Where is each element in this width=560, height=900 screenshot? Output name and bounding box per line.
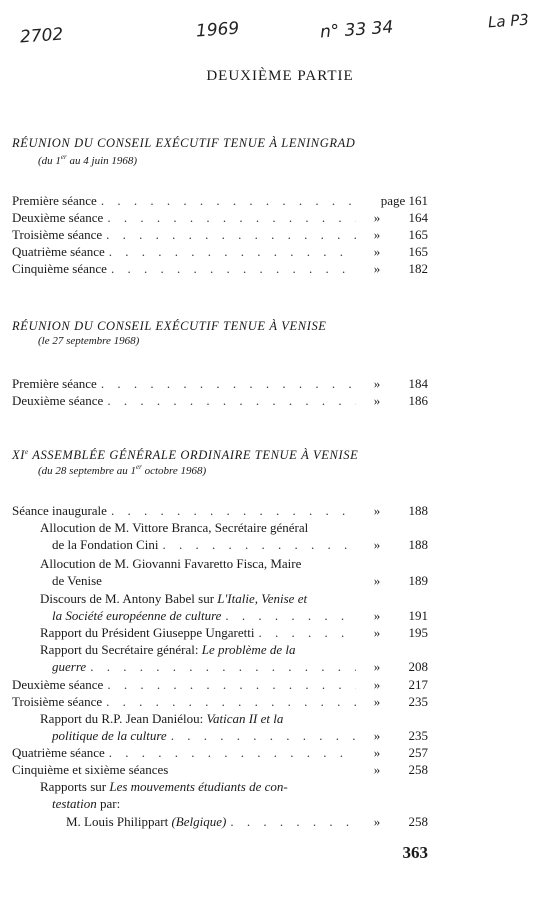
toc-entry[interactable] [52,536,428,553]
entry-label: Quatrième séance [12,745,105,760]
ditto-mark: » [373,227,381,242]
entry-label-line2: de la Fondation Cini [52,537,159,552]
entry-page: 164 [408,210,428,225]
ditto-mark: » [373,659,381,674]
entry-label-line2: la Société européenne de culture [52,608,222,623]
handwritten-code: 2702 [19,24,64,48]
entry-label-line1-roman: Rapports sur [40,779,110,794]
entry-label-line2: guerre [52,659,87,674]
dot-leader [101,375,356,392]
toc-entry[interactable] [52,658,428,675]
ditto-mark: » [373,677,381,692]
section-subtitle-assemblee: (du 28 septembre au 1er octobre 1968) [38,463,207,477]
toc-entry[interactable] [12,693,428,710]
ditto-mark: » [373,537,381,552]
entry-page: 189 [408,573,428,588]
toc-entry[interactable] [40,624,428,641]
entry-label-line1-roman: Rapport du Secrétaire général: [40,642,202,657]
entry-label-line1-roman: Discours de M. Antony Babel sur [40,591,218,606]
entry-label-line1: Allocution de M. Vittore Branca, Secrétaire général [40,520,309,535]
toc-entry[interactable] [66,813,428,830]
entry-label-line1 [40,590,307,607]
entry-label-line1 [40,641,295,658]
entry-page: 165 [408,227,428,242]
entry-label-line1 [40,710,283,727]
entry-label-line1-italic: Les mouvements étudiants de con- [109,779,288,794]
toc-entry[interactable] [12,192,428,209]
entry-label-line1-italic: L'Italie, Venise et [217,591,308,606]
toc-entry[interactable] [12,676,428,693]
ditto-mark: » [373,814,381,829]
entry-page: page 161 [380,193,428,208]
entry-label-line1: Allocution de M. Giovanni Favaretto Fisca, Maire [40,556,302,571]
ditto-mark: » [373,376,381,391]
entry-label: Première séance [12,376,97,391]
dot-leader [225,607,356,624]
ditto-mark: » [373,728,381,743]
entry-page: 184 [408,376,428,391]
part-title: DEUXIÈME PARTIE [206,68,354,84]
section-title-venise-conseil: RÉUNION DU CONSEIL EXÉCUTIF TENUE À VENISE [12,319,327,333]
entry-label-line1-italic: Vatican II et la [206,711,284,726]
entry-page: 195 [408,625,428,640]
entry-page: 165 [408,244,428,259]
entry-page: 217 [408,677,428,692]
entry-label-line2: politique de la culture [52,728,167,743]
entry-label: Deuxième séance [12,677,104,692]
entry-page: 235 [408,728,428,743]
toc-entry[interactable] [52,727,428,744]
dot-leader [258,624,356,641]
ditto-mark: » [373,762,381,777]
entry-label: Séance inaugurale [12,503,107,518]
entry-label: Deuxième séance [12,393,104,408]
entry-label-line2: de Venise [52,573,102,588]
handwritten-year: 1969 [195,18,240,42]
toc-entry[interactable] [12,392,428,409]
entry-page: 257 [408,745,428,760]
entry-label: Cinquième séance [12,261,107,276]
entry-label: Troisième séance [12,694,103,709]
section-subtitle-venise-conseil: (le 27 septembre 1968) [38,335,140,347]
dot-leader [171,727,356,744]
handwritten-initials: La P3 [487,10,530,32]
entry-page: 186 [408,393,428,408]
dot-leader [230,813,356,830]
dot-leader [111,260,356,277]
entry-label: Deuxième séance [12,210,104,225]
section-title-leningrad: RÉUNION DU CONSEIL EXÉCUTIF TENUE À LENINGRAD [12,136,356,150]
ditto-mark: » [373,503,381,518]
toc-entry[interactable] [12,260,428,277]
entry-page: 191 [408,608,428,623]
entry-label [66,813,226,830]
toc-entry[interactable] [12,761,428,778]
ditto-mark: » [373,625,381,640]
entry-page: 258 [408,762,428,777]
entry-label: Troisième séance [12,227,103,242]
ditto-mark: » [373,694,381,709]
entry-label-line1-italic: Le problème de la [201,642,296,657]
entry-label: Première séance [12,193,97,208]
handwritten-numbers: n° 33 34 [319,17,394,43]
entry-label: Cinquième et sixième séances [12,762,169,777]
toc-entry[interactable] [12,209,428,226]
entry-label-line2-italic: testation [52,796,97,811]
toc-entry[interactable] [52,607,428,624]
toc-entry[interactable] [12,243,428,260]
ditto-mark: » [373,244,381,259]
dot-leader [111,502,356,519]
ditto-mark: » [373,393,381,408]
entry-label-line2-roman: par: [96,796,121,811]
section-subtitle-leningrad: (du 1er au 4 juin 1968) [38,153,138,167]
entry-page: 208 [408,659,428,674]
entry-page: 188 [408,537,428,552]
toc-entry[interactable] [52,572,428,589]
dot-leader [106,693,356,710]
entry-label-line1 [40,778,288,795]
toc-entry[interactable] [12,226,428,243]
dot-leader [106,226,356,243]
entry-page: 188 [408,503,428,518]
entry-label-line1-roman: Rapport du R.P. Jean Daniélou: [40,711,207,726]
section-title-assemblee: XIe ASSEMBLÉE GÉNÉRALE ORDINAIRE TENUE À VENISE [12,448,359,462]
entry-label: Quatrième séance [12,244,105,259]
dot-leader [109,243,356,260]
page-number: 363 [402,843,428,862]
entry-label-italic: (Belgique) [171,814,227,829]
entry-label-line2 [52,795,120,812]
dot-leader [107,392,356,409]
entry-page: 235 [408,694,428,709]
toc-entry[interactable] [12,744,428,761]
ditto-mark: » [373,573,381,588]
dot-leader [109,744,356,761]
entry-label: Rapport du Président Giuseppe Ungaretti [40,625,255,640]
ditto-mark: » [373,745,381,760]
ditto-mark: » [373,210,381,225]
entry-page: 182 [408,261,428,276]
dot-leader [107,209,356,226]
ditto-mark: » [373,261,381,276]
entry-page: 258 [408,814,428,829]
ditto-mark: » [373,608,381,623]
dot-leader [90,658,356,675]
dot-leader [101,192,362,209]
dot-leader [163,536,356,553]
entry-label-roman: M. Louis Philippart [66,814,172,829]
dot-leader [107,676,356,693]
toc-entry[interactable] [12,502,428,519]
toc-entry[interactable] [12,375,428,392]
